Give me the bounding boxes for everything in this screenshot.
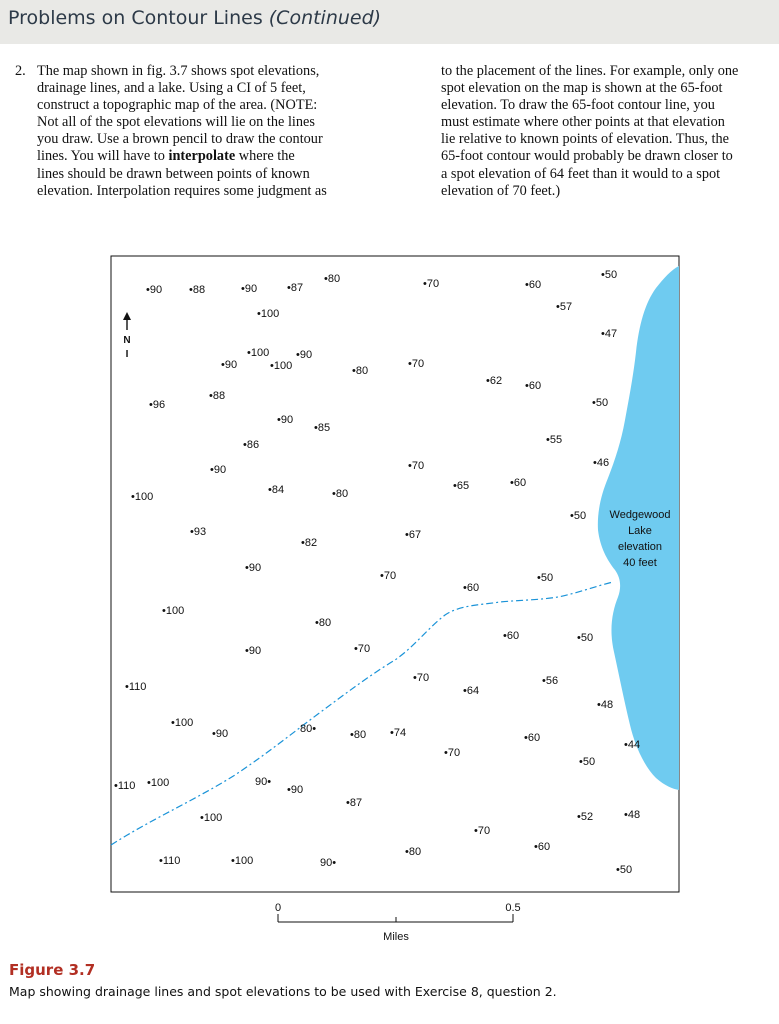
north-mark: I xyxy=(125,349,129,360)
spot-elevation: •90 xyxy=(241,283,258,295)
text-line: a spot elevation of 64 feet than it would to a spot xyxy=(441,165,721,182)
spot-elevation: •88 xyxy=(189,284,206,296)
spot-elevation: •100 xyxy=(131,491,154,503)
spot-elevation: •100 xyxy=(147,777,170,789)
north-arrow-head xyxy=(123,312,131,320)
spot-elevation: •46 xyxy=(593,457,610,469)
spot-elevation: •70 xyxy=(354,643,371,655)
spot-elevation: •80 xyxy=(405,846,422,858)
spot-elevation: •70 xyxy=(408,460,425,472)
text-line: lines. You will have to interpolate where the xyxy=(37,148,295,165)
spot-elevation: •48 xyxy=(624,809,641,821)
spot-elevation: •90 xyxy=(245,645,262,657)
spot-elevation: •70 xyxy=(408,358,425,370)
spot-elevation: •70 xyxy=(444,747,461,759)
spot-elevation: •90 xyxy=(146,284,163,296)
spot-elevation: •70 xyxy=(413,672,430,684)
lake-label-line: 40 feet xyxy=(623,557,657,569)
spot-elevation: •60 xyxy=(463,582,480,594)
scale-zero: 0 xyxy=(274,902,282,914)
figure-label: Figure 3.7 xyxy=(9,961,96,979)
text-line: you draw. Use a brown pencil to draw the contour xyxy=(37,131,323,148)
spot-elevation: •50 xyxy=(616,864,633,876)
spot-elevation: •90 xyxy=(287,784,304,796)
spot-elevation: •50 xyxy=(601,269,618,281)
spot-elevation: •96 xyxy=(149,399,166,411)
spot-elevation: •70 xyxy=(423,278,440,290)
spot-elevation: •84 xyxy=(268,484,285,496)
spot-elevation: •85 xyxy=(314,422,331,434)
spot-elevation: •90 xyxy=(245,562,262,574)
text-line: elevation. To draw the 65-foot contour line, you xyxy=(441,97,715,114)
spot-elevation: •90 xyxy=(277,414,294,426)
spot-elevation: •70 xyxy=(474,825,491,837)
title-main: Problems on Contour Lines xyxy=(8,7,269,29)
spot-elevation: •80 xyxy=(315,617,332,629)
spot-elevations xyxy=(114,269,640,876)
spot-elevation: •60 xyxy=(525,380,542,392)
spot-elevation: •110 xyxy=(125,681,147,693)
spot-elevation: •60 xyxy=(534,841,551,853)
spot-elevation: •86 xyxy=(243,439,260,451)
spot-elevation: •100 xyxy=(270,360,293,372)
spot-elevation: •82 xyxy=(301,537,318,549)
spot-elevation: •100 xyxy=(247,347,270,359)
spot-elevation: •87 xyxy=(346,797,363,809)
north-arrow xyxy=(123,312,131,360)
north-label: N xyxy=(123,335,131,346)
text-line: spot elevation on the map is shown at the 65-foot xyxy=(441,80,723,97)
spot-elevation: •93 xyxy=(190,526,207,538)
problem-number: 2. xyxy=(15,63,26,79)
spot-elevation: •90 xyxy=(221,359,238,371)
spot-elevation: •60 xyxy=(524,732,541,744)
spot-elevation: •80 xyxy=(350,729,367,741)
spot-elevation: •52 xyxy=(577,811,594,823)
text-line: Not all of the spot elevations will lie on the lines xyxy=(37,114,315,131)
lake-label-line: Wedgewood xyxy=(609,509,671,521)
spot-elevation: •80 xyxy=(332,488,349,500)
spot-elevation: •100 xyxy=(200,812,223,824)
interpolate-term: interpolate xyxy=(168,148,236,165)
spot-elevation: •80 xyxy=(352,365,369,377)
text-line: 65-foot contour would probably be drawn closer to xyxy=(441,148,733,165)
spot-elevation: 80• xyxy=(300,723,317,735)
text-line: elevation of 70 feet.) xyxy=(441,182,561,199)
spot-elevation: •74 xyxy=(390,727,407,739)
spot-elevation: •80 xyxy=(324,273,341,285)
spot-elevation: •62 xyxy=(486,375,503,387)
spot-elevation: •50 xyxy=(592,397,609,409)
spot-elevation: •67 xyxy=(405,529,422,541)
scale-bar xyxy=(275,902,521,943)
spot-elevation: 90• xyxy=(320,857,337,869)
spot-elevation: •100 xyxy=(162,605,185,617)
spot-elevation: •100 xyxy=(257,308,280,320)
spot-elevation: •50 xyxy=(570,510,587,522)
spot-elevation: •90 xyxy=(212,728,229,740)
spot-elevation: •110 xyxy=(159,855,181,867)
spot-elevation: •70 xyxy=(380,570,397,582)
spot-elevation: •60 xyxy=(503,630,520,642)
text-line: drainage lines, and a lake. Using a CI of 5 feet, xyxy=(37,80,306,97)
spot-elevation: •65 xyxy=(453,480,470,492)
spot-elevation: •110 xyxy=(114,780,136,792)
spot-elevation: •60 xyxy=(510,477,527,489)
spot-elevation: •90 xyxy=(210,464,227,476)
spot-elevation: •87 xyxy=(287,282,304,294)
text-line: elevation. Interpolation requires some judgment as xyxy=(37,182,327,199)
text-line: lie relative to known points of elevation. Thus, the xyxy=(441,131,729,148)
figure-caption: Map showing drainage lines and spot elevations to be used with Exercise 8, question 2. xyxy=(9,984,557,999)
spot-elevation: •100 xyxy=(171,717,194,729)
spot-elevation: •50 xyxy=(577,632,594,644)
spot-elevation: •57 xyxy=(556,301,573,313)
text-line: construct a topographic map of the area. (NOTE: xyxy=(37,97,318,114)
spot-elevation: •50 xyxy=(537,572,554,584)
lake-label-line: elevation xyxy=(617,541,663,553)
title-continued: (Continued) xyxy=(268,7,382,29)
text-line: The map shown in fig. 3.7 shows spot elevations, xyxy=(37,63,320,79)
text-line: to the placement of the lines. For example, only one xyxy=(441,63,739,79)
spot-elevation: •44 xyxy=(624,739,641,751)
spot-elevation: •100 xyxy=(231,855,254,867)
spot-elevation: •55 xyxy=(546,434,563,446)
scale-half: 0.5 xyxy=(505,902,521,914)
spot-elevation: 90• xyxy=(255,776,272,788)
spot-elevation: •88 xyxy=(209,390,226,402)
spot-elevation: •90 xyxy=(296,349,313,361)
text-line: lines should be drawn between points of known xyxy=(37,165,310,182)
spot-elevation: •64 xyxy=(463,685,480,697)
spot-elevation: •48 xyxy=(597,699,614,711)
spot-elevation: •47 xyxy=(601,328,618,340)
spot-elevation: •50 xyxy=(579,756,596,768)
text-line: must estimate where other points at that elevation xyxy=(441,114,725,131)
spot-elevation: •60 xyxy=(525,279,542,291)
scale-units: Miles xyxy=(383,931,409,943)
spot-elevation: •56 xyxy=(542,675,559,687)
lake-label-line: Lake xyxy=(628,525,652,537)
